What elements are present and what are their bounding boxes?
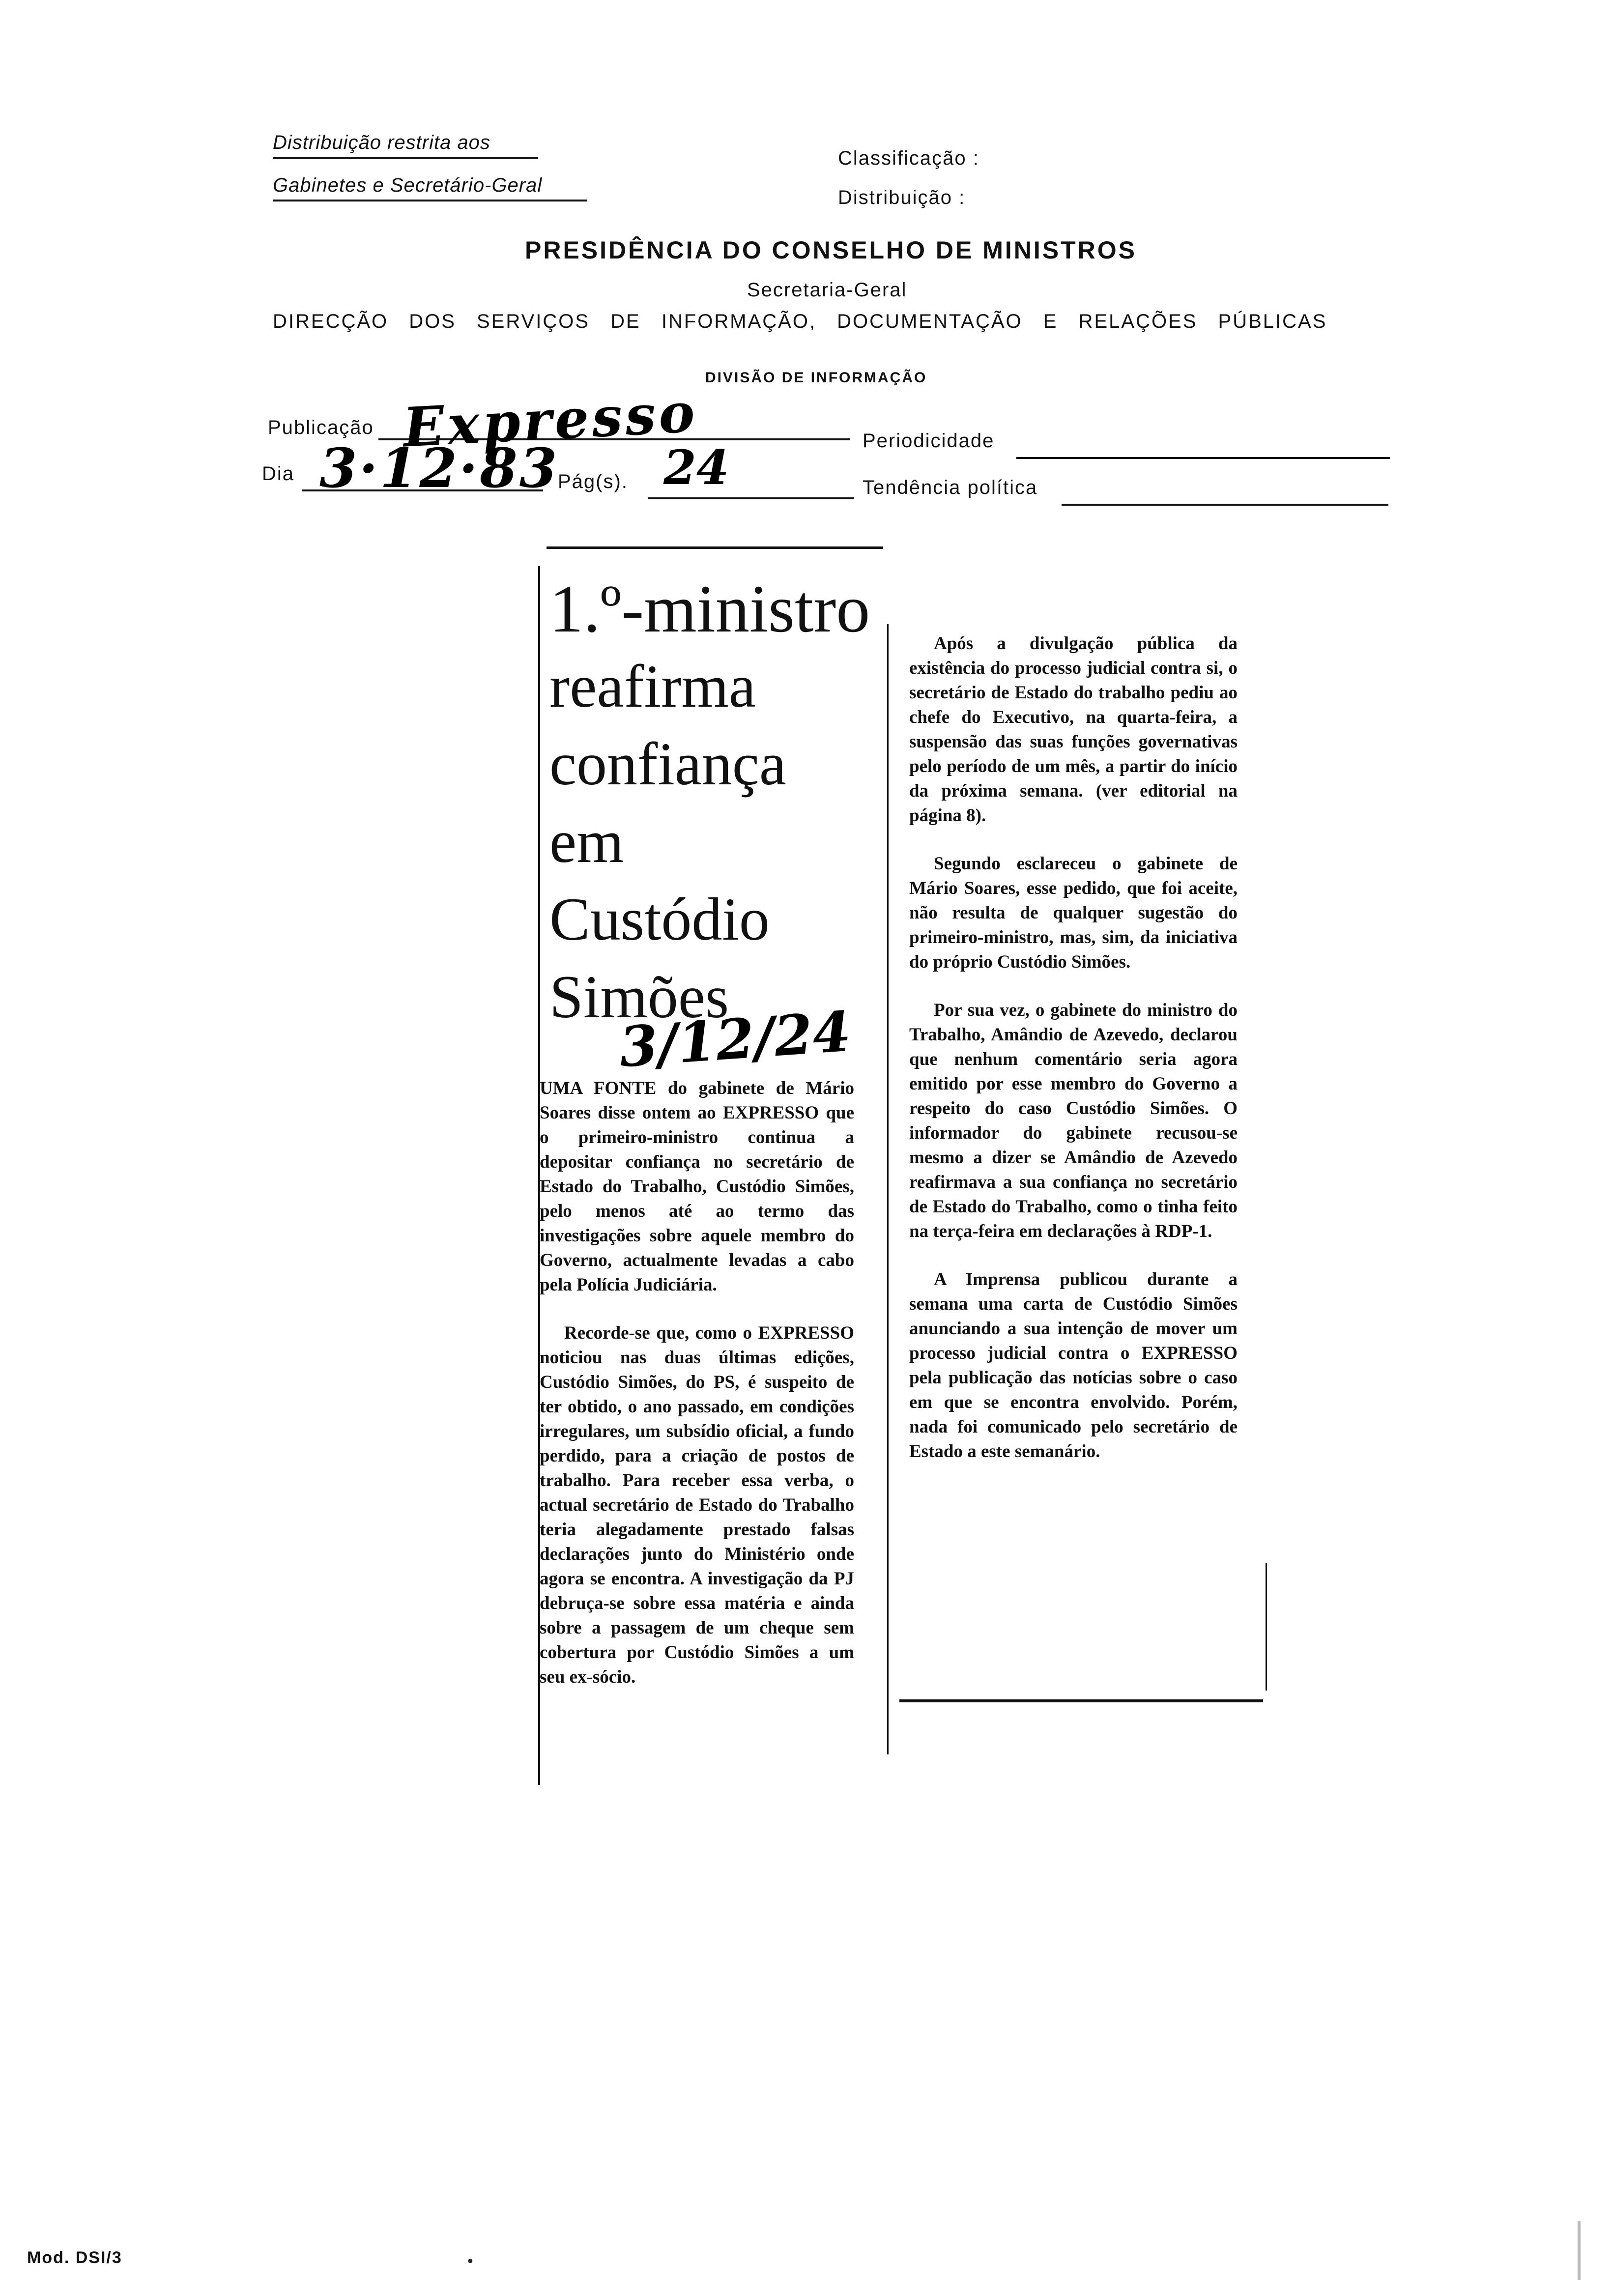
pags-field-line bbox=[648, 497, 854, 499]
dia-handwritten-value: 3·12·83 bbox=[319, 436, 559, 500]
article-paragraph: Recorde-se que, como o EXPRESSO noticiou nas duas últimas edições, Custódio Simões, do PS, é suspeito de ter obtido, o ano passado, em condições irregulares, um subsídio oficial, a fundo perdido, para a criação de postos de trabalho. Para receber essa verba, o actual secretário de Estado do Trabalho teria alegadamente prestado falsas declarações junto do Ministério onde agora se encontra. A investigação da PJ debruça-se sobre essa matéria e ainda sobre a passagem de um cheque sem cobertura por Custódio Simões a um seu ex-sócio. bbox=[540, 1323, 854, 1687]
headline-line: Simões bbox=[549, 963, 729, 1031]
distribuicao-label: Distribuição : bbox=[838, 187, 966, 208]
divisao-informacao: DIVISÃO DE INFORMAÇÃO bbox=[705, 370, 927, 386]
pags-handwritten-value: 24 bbox=[663, 440, 729, 495]
article-right-column bbox=[909, 631, 1238, 1488]
scan-edge-mark bbox=[1578, 2221, 1581, 2280]
article-headline bbox=[549, 570, 889, 1036]
model-number: Mod. DSI/3 bbox=[27, 2248, 122, 2267]
clipping-bottom-rule bbox=[899, 1699, 1263, 1702]
pags-label: Pág(s). bbox=[558, 471, 628, 492]
clipping-right-rule bbox=[1266, 1563, 1267, 1691]
direccao-servicos: DIRECÇÃO DOS SERVIÇOS DE INFORMAÇÃO, DOCUMENTAÇÃO E RELAÇÕES PÚBLICAS bbox=[273, 311, 1327, 332]
headline-line: em bbox=[549, 808, 624, 875]
restricted-distribution-line1: Distribuição restrita aos bbox=[273, 132, 538, 159]
article-paragraph: A Imprensa publicou durante a semana uma carta de Custódio Simões anunciando a sua intenção de mover um processo judicial contra o EXPRESSO pela publicação das notícias sobre o caso em que se encontra envolvido. Porém, nada foi comunicado pelo secretário de Estado a este semanário. bbox=[909, 1269, 1238, 1462]
restricted-distribution-line2: Gabinetes e Secretário-Geral bbox=[273, 174, 587, 201]
periodicidade-label: Periodicidade bbox=[863, 430, 995, 452]
periodicidade-field-line bbox=[1016, 457, 1390, 459]
headline-line: reafirma bbox=[549, 653, 756, 720]
article-paragraph: Após a divulgação pública da existência do processo judicial contra si, o secretário de Estado do trabalho pediu ao chefe do Executivo, na quarta-feira, a suspensão das suas funções governativas pelo período de um mês, a partir do início da próxima semana. (ver editorial na página 8). bbox=[909, 633, 1238, 826]
article-paragraph: Segundo esclareceu o gabinete de Mário Soares, esse pedido, que foi aceite, não resulta de qualquer sugestão do primeiro-ministro, mas, sim, da iniciativa do próprio Custódio Simões. bbox=[909, 854, 1238, 972]
article-paragraph: Por sua vez, o gabinete do ministro do Trabalho, Amândio de Azevedo, declarou que nenhum comentário seria agora emitido por esse membro do Governo a respeito do caso Custódio Simões. O informador do gabinete recusou-se mesmo a dizer se Amândio de Azevedo reafirmava a sua confiança no secretário de Estado do Trabalho, como o tinha feito na terça-feira em declarações à RDP-1. bbox=[909, 1000, 1238, 1241]
dia-label: Dia bbox=[262, 463, 295, 485]
headline-line: 1.º-ministro bbox=[549, 571, 870, 646]
tendencia-politica-label: Tendência política bbox=[863, 477, 1038, 498]
headline-line: confiança bbox=[549, 730, 786, 798]
secretaria-geral: Secretaria-Geral bbox=[747, 279, 907, 301]
handwritten-reference: 3/12/24 bbox=[617, 999, 853, 1080]
article-left-column bbox=[540, 1076, 854, 1713]
org-title: PRESIDÊNCIA DO CONSELHO DE MINISTROS bbox=[525, 236, 1137, 264]
tendencia-field-line bbox=[1062, 504, 1388, 506]
clipping-top-rule bbox=[547, 546, 883, 549]
scan-speck: • bbox=[466, 2253, 475, 2270]
publicacao-handwritten-value: Expresso bbox=[402, 380, 699, 459]
headline-line: Custódio bbox=[549, 886, 770, 953]
classificacao-label: Classificação : bbox=[838, 147, 979, 169]
article-paragraph: UMA FONTE do gabinete de Mário Soares disse ontem ao EXPRESSO que o primeiro-ministro continua a depositar confiança no secretário de Estado do Trabalho, Custódio Simões, pelo menos até ao termo das investigações sobre aquele membro do Governo, actualmente levadas a cabo pela Polícia Judiciária. bbox=[540, 1078, 854, 1295]
publicacao-label: Publicação bbox=[268, 417, 374, 438]
